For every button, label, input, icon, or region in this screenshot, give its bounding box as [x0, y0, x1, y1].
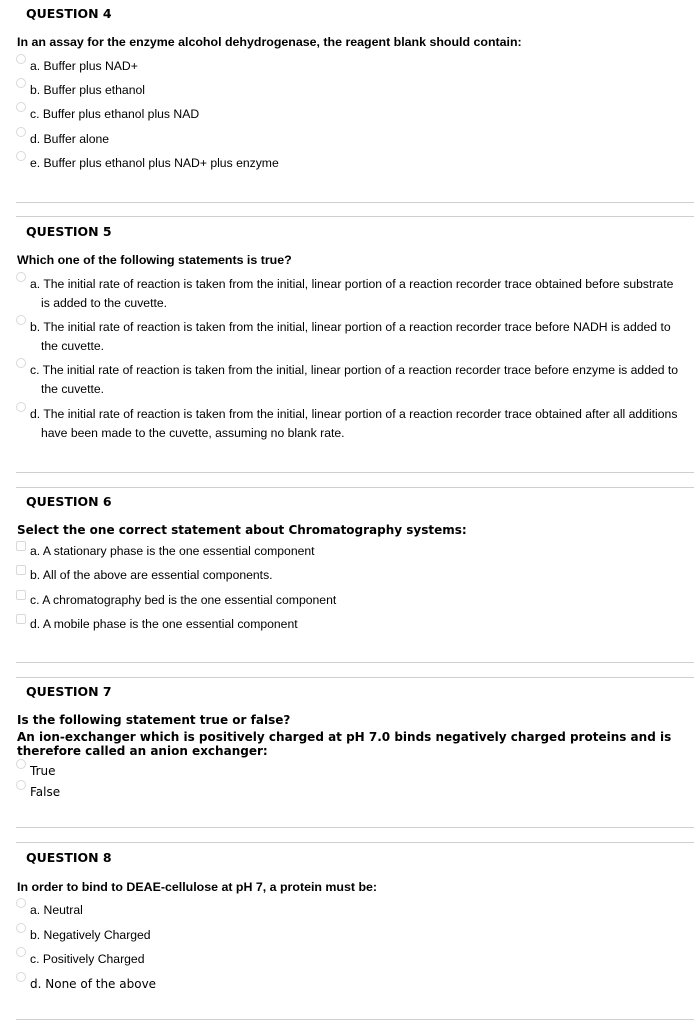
question-7-option-false[interactable]: False: [22, 783, 684, 802]
question-4-option-d[interactable]: d. Buffer alone: [22, 130, 684, 149]
checkbox[interactable]: [16, 565, 26, 575]
radio-button[interactable]: [16, 972, 26, 982]
divider: [16, 202, 694, 203]
question-7-header: [0, 680, 694, 706]
radio-button[interactable]: [16, 272, 26, 282]
question-8-option-b[interactable]: b. Negatively Charged: [22, 926, 684, 945]
divider: [16, 842, 694, 843]
radio-button[interactable]: [16, 780, 26, 790]
question-8-prompt: In order to bind to DEAE-cellulose at pH 7, a protein must be:: [17, 880, 378, 894]
checkbox[interactable]: [16, 541, 26, 551]
question-8-header: [0, 846, 694, 872]
radio-button[interactable]: [16, 151, 26, 161]
question-6-option-d[interactable]: d. A mobile phase is the one essential component: [22, 615, 684, 634]
question-6-prompt: Select the one correct statement about Chromatography systems:: [17, 523, 467, 537]
question-6-title: QUESTION 6: [26, 494, 112, 509]
question-8-option-d[interactable]: d. None of the above: [22, 975, 684, 994]
question-4-option-a[interactable]: a. Buffer plus NAD+: [22, 57, 684, 76]
question-4-header: [0, 2, 694, 28]
question-4-prompt: In an assay for the enzyme alcohol dehydrogenase, the reagent blank should contain:: [17, 35, 522, 49]
radio-button[interactable]: [16, 898, 26, 908]
radio-button[interactable]: [16, 402, 26, 412]
question-4-title: QUESTION 4: [26, 6, 112, 21]
radio-button[interactable]: [16, 78, 26, 88]
question-6-header: [0, 490, 694, 516]
question-5-header: [0, 220, 694, 246]
question-4-option-b[interactable]: b. Buffer plus ethanol: [22, 81, 684, 100]
divider: [16, 487, 694, 488]
question-6-option-b[interactable]: b. All of the above are essential components.: [22, 566, 684, 585]
checkbox[interactable]: [16, 590, 26, 600]
question-4-option-c[interactable]: c. Buffer plus ethanol plus NAD: [22, 105, 684, 124]
radio-button[interactable]: [16, 54, 26, 64]
radio-button[interactable]: [16, 127, 26, 137]
question-6-option-a[interactable]: a. A stationary phase is the one essential component: [22, 542, 684, 561]
divider: [16, 677, 694, 678]
question-7-prompt-line2: An ion-exchanger which is positively charged at pH 7.0 binds negatively charged proteins and is therefore called an anion exchanger:: [17, 730, 672, 758]
question-7-option-true[interactable]: True: [22, 762, 684, 781]
radio-button[interactable]: [16, 923, 26, 933]
divider: [16, 1019, 694, 1020]
divider: [16, 827, 694, 828]
question-7-title: QUESTION 7: [26, 684, 112, 699]
radio-button[interactable]: [16, 947, 26, 957]
divider: [16, 216, 694, 217]
question-8-option-a[interactable]: a. Neutral: [22, 901, 684, 920]
question-4-option-e[interactable]: e. Buffer plus ethanol plus NAD+ plus enzyme: [22, 154, 684, 173]
radio-button[interactable]: [16, 315, 26, 325]
question-8-title: QUESTION 8: [26, 850, 112, 865]
divider: [16, 662, 694, 663]
question-5-prompt: Which one of the following statements is true?: [17, 253, 292, 267]
question-6-option-c[interactable]: c. A chromatography bed is the one essential component: [22, 591, 684, 610]
question-5-option-d[interactable]: d. The initial rate of reaction is taken from the initial, linear portion of a reaction recorder trace obtained after all additions have been made to the cuvette, assuming no blank rate.: [22, 405, 684, 443]
question-5-option-c[interactable]: c. The initial rate of reaction is taken from the initial, linear portion of a reaction recorder trace before enzyme is added to the cuvette.: [22, 361, 684, 399]
radio-button[interactable]: [16, 102, 26, 112]
question-7-prompt-line1: Is the following statement true or false?: [17, 713, 291, 727]
radio-button[interactable]: [16, 759, 26, 769]
radio-button[interactable]: [16, 358, 26, 368]
divider: [16, 472, 694, 473]
checkbox[interactable]: [16, 614, 26, 624]
question-5-option-a[interactable]: a. The initial rate of reaction is taken from the initial, linear portion of a reaction recorder trace obtained before substrate is added to the cuvette.: [22, 275, 684, 313]
question-8-option-c[interactable]: c. Positively Charged: [22, 950, 684, 969]
question-5-option-b[interactable]: b. The initial rate of reaction is taken from the initial, linear portion of a reaction recorder trace before NADH is added to the cuvette.: [22, 318, 684, 356]
question-5-title: QUESTION 5: [26, 224, 112, 239]
